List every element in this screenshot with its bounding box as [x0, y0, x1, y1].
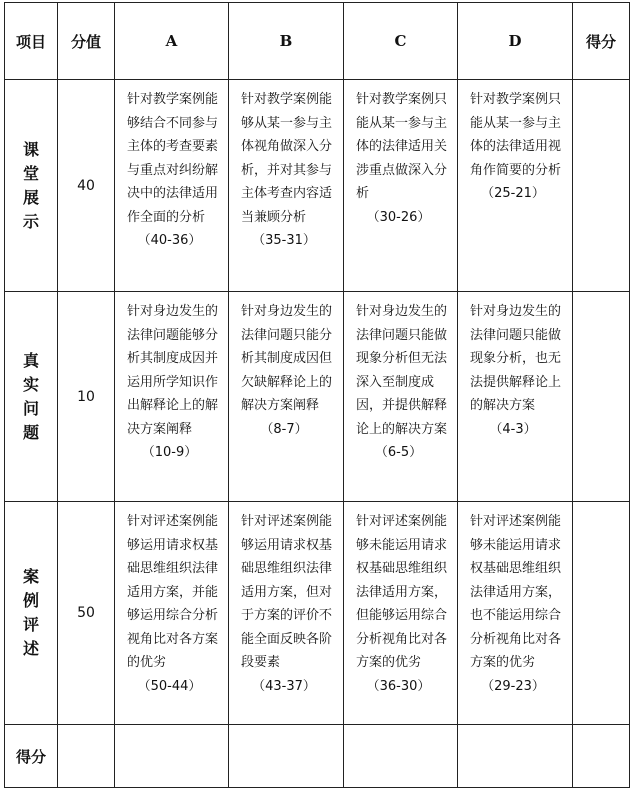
total-row: [5, 725, 630, 788]
score-range: （25-21）: [481, 186, 545, 201]
row-category: 真实问题: [5, 292, 58, 502]
score-range: （29-23）: [481, 678, 545, 694]
total-cell: [58, 725, 115, 788]
score-range: （36-30）: [366, 678, 431, 694]
grading-rubric-table: [4, 2, 630, 788]
score-range: （8-7）: [260, 421, 308, 437]
row-category: 课堂展示: [5, 80, 58, 292]
row-category: 案例评述: [5, 502, 58, 725]
criterion-b: 针对教学案例能够从某一参与主体视角做深入分析，并对其参与主体考查内容适当兼顾分析 （35-31）: [229, 80, 344, 292]
score-cell: [573, 80, 630, 292]
total-cell: [573, 725, 630, 788]
criterion-d: 针对身边发生的法律问题只能做现象分析，也无法提供解释论上的解决方案 （4-3）: [458, 292, 573, 502]
criterion-a: 针对身边发生的法律问题能够分析其制度成因并运用所学知识作出解释论上的解决方案阐释 （10-9）: [115, 292, 229, 502]
header-grade-b: B: [229, 3, 344, 80]
total-cell: [458, 725, 573, 788]
criterion-d: 针对评述案例能够未能运用请求权基础思维组织法律适用方案，也不能运用综合分析视角比对各方案的优劣 （29-23）: [458, 502, 573, 725]
row-points: 40: [58, 80, 115, 292]
row-points: 50: [58, 502, 115, 725]
criterion-d: 针对教学案例只能从某一参与主体的法律适用视角作简要的分析 （25-21）: [458, 80, 573, 292]
header-grade-c: C: [344, 3, 458, 80]
score-range: （43-37）: [252, 678, 316, 694]
header-grade-a: A: [115, 3, 229, 80]
table-row: [5, 80, 630, 292]
criterion-b: 针对评述案例能够运用请求权基础思维组织法律适用方案，但对于方案的评价不能全面反映各阶段要素 （43-37）: [229, 502, 344, 725]
total-cell: [115, 725, 229, 788]
criterion-b: 针对身边发生的法律问题只能分析其制度成因但欠缺解释论上的解决方案阐释 （8-7）: [229, 292, 344, 502]
header-grade-d: D: [458, 3, 573, 80]
score-range: （30-26）: [366, 209, 431, 225]
score-range: （40-36）: [137, 233, 202, 248]
score-cell: [573, 292, 630, 502]
score-range: （10-9）: [141, 445, 198, 460]
total-label: 得分: [5, 725, 58, 788]
table-row: [5, 292, 630, 502]
header-row: [5, 3, 630, 80]
score-range: （50-44）: [137, 678, 202, 694]
criterion-a: 针对评述案例能够运用请求权基础思维组织法律适用方案，并能够运用综合分析视角比对各方案的优劣 （50-44）: [115, 502, 229, 725]
criterion-c: 针对评述案例能够未能运用请求权基础思维组织法律适用方案，但能够运用综合分析视角比对各方案的优劣 （36-30）: [344, 502, 458, 725]
header-score: 得分: [573, 3, 630, 80]
row-points: 10: [58, 292, 115, 502]
score-cell: [573, 502, 630, 725]
criterion-c: 针对身边发生的法律问题只能做现象分析但无法深入至制度成因，并提供解释论上的解决方案 （6-5）: [344, 292, 458, 502]
score-range: （35-31）: [252, 233, 316, 248]
total-cell: [344, 725, 458, 788]
criterion-a: 针对教学案例能够结合不同参与主体的考查要素与重点对纠纷解决中的法律适用作全面的分析 （40-36）: [115, 80, 229, 292]
score-range: （4-3）: [489, 421, 537, 437]
header-points: 分值: [58, 3, 115, 80]
score-range: （6-5）: [374, 445, 423, 460]
table-row: [5, 502, 630, 725]
criterion-c: 针对教学案例只能从某一参与主体的法律适用关涉重点做深入分析 （30-26）: [344, 80, 458, 292]
total-cell: [229, 725, 344, 788]
header-item: 项目: [5, 3, 58, 80]
